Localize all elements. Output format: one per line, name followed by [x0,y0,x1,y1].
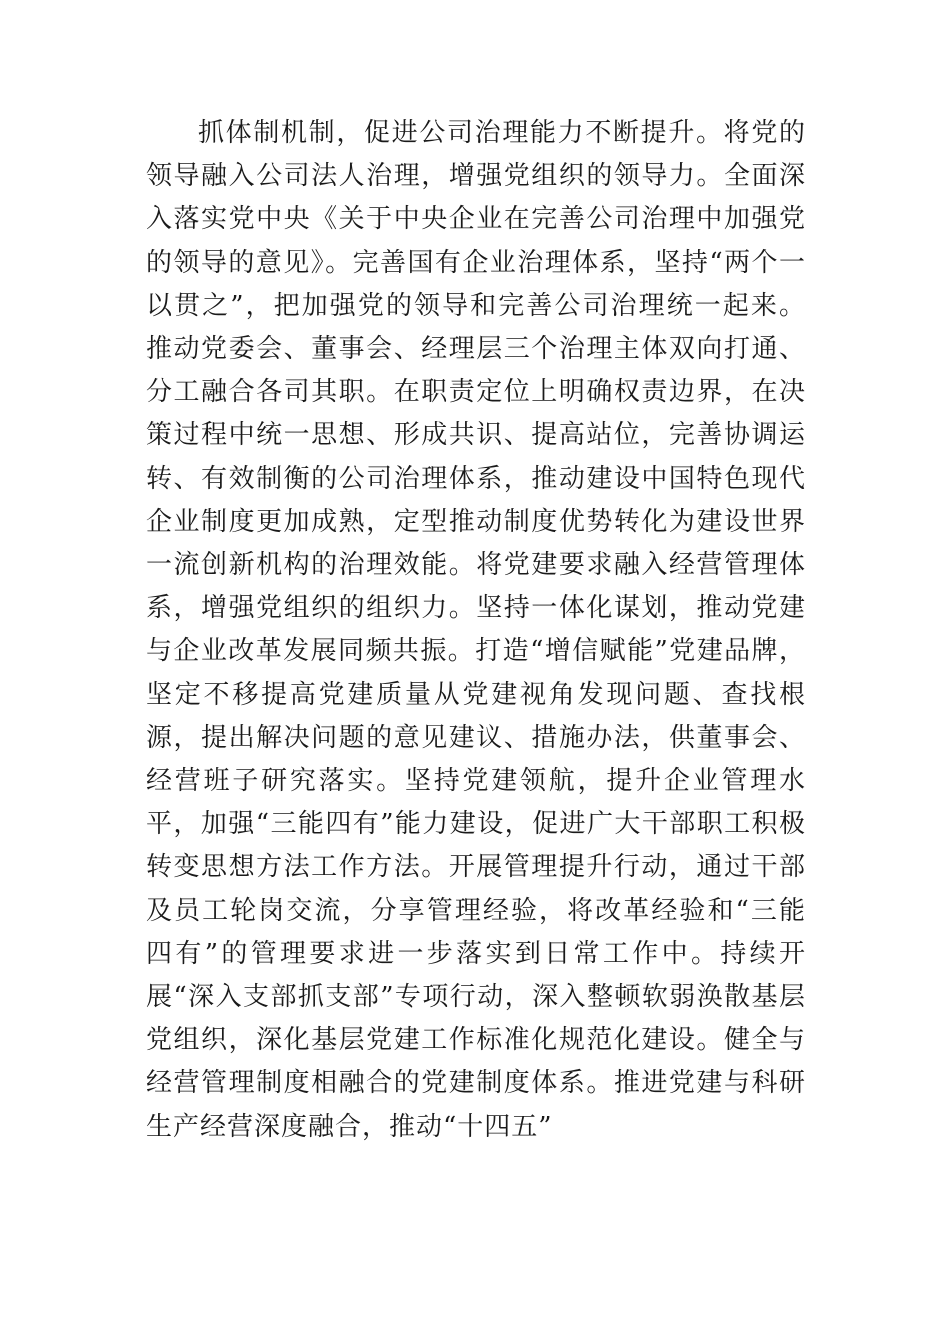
body-paragraph: 抓体制机制，促进公司治理能力不断提升。将党的领导融入公司法人治理，增强党组织的领导力。全面深入落实党中央《关于中央企业在完善公司治理中加强党的领导的意见》。完善国有企业治理体系，坚持“两个一以贯之”，把加强党的领导和完善公司治理统一起来。推动党委会、董事会、经理层三个治理主体双向打通、分工融合各司其职。在职责定位上明确权责边界，在决策过程中统一思想、形成共识、提高站位，完善协调运转、有效制衡的公司治理体系，推动建设中国特色现代企业制度更加成熟，定型推动制度优势转化为建设世界一流创新机构的治理效能。将党建要求融入经营管理体系，增强党组织的组织力。坚持一体化谋划，推动党建与企业改革发展同频共振。打造“增信赋能”党建品牌，坚定不移提高党建质量从党建视角发现问题、查找根源，提出解决问题的意见建议、措施办法，供董事会、经营班子研究落实。坚持党建领航，提升企业管理水平，加强“三能四有”能力建设，促进广大干部职工积极转变思想方法工作方法。开展管理提升行动，通过干部及员工轮岗交流，分享管理经验，将改革经验和“三能四有”的管理要求进一步落实到日常工作中。持续开展“深入支部抓支部”专项行动，深入整顿软弱涣散基层党组织，深化基层党建工作标准化规范化建设。健全与经营管理制度相融合的党建制度体系。推进党建与科研生产经营深度融合，推动“十四五” [146,118,806,1142]
